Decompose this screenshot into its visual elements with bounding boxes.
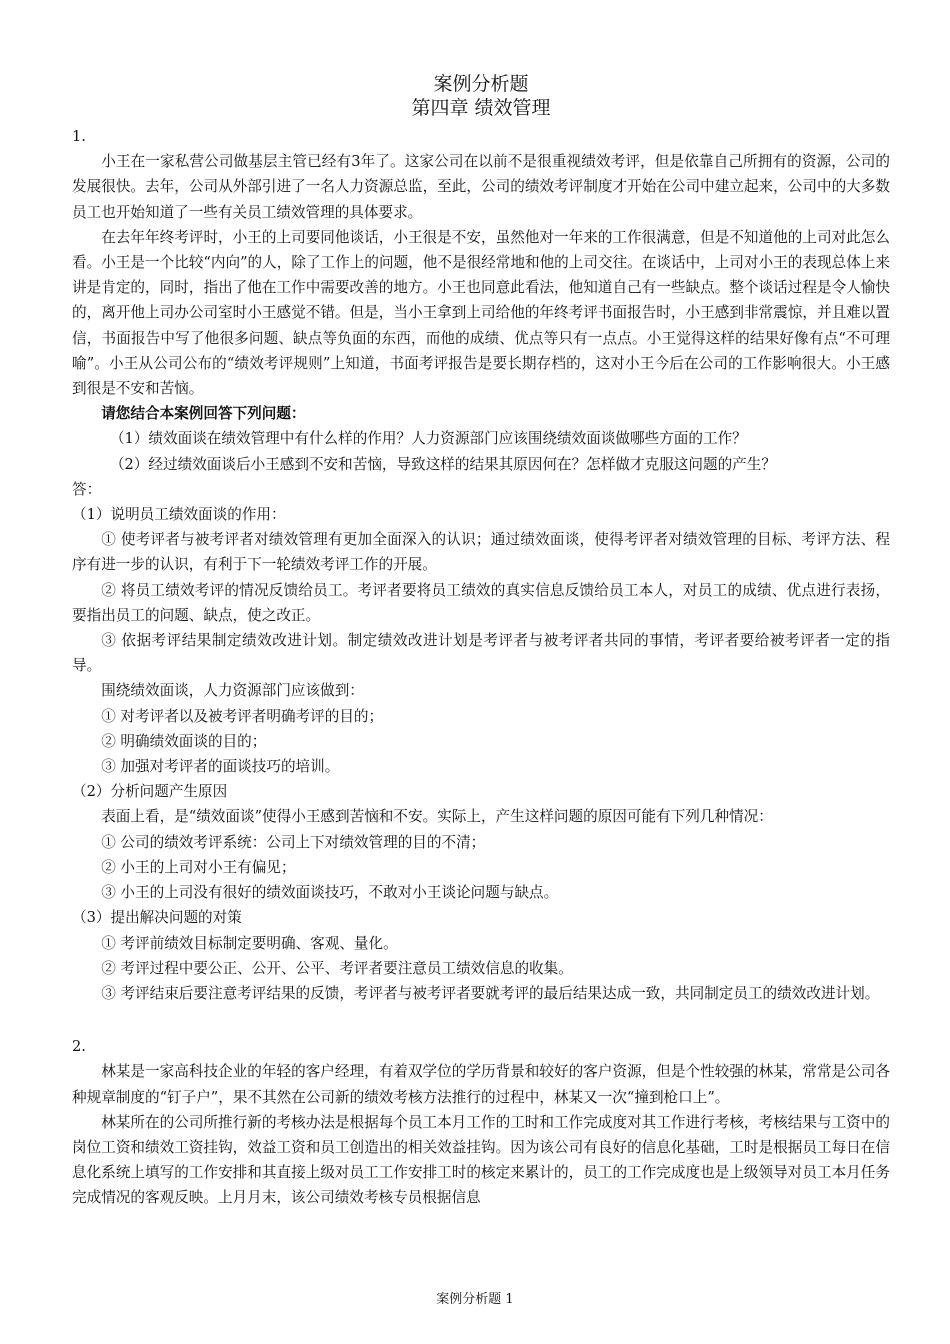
answer-label: 答： bbox=[72, 480, 102, 498]
section-spacer bbox=[72, 1006, 890, 1034]
case-paragraph: 林某是一家高科技企业的年轻的客户经理，有着双学位的学历背景和较好的客户资源，但是个性较强的林某，常常是公司各种规章制度的“钉子户”，果不其然在公司新的绩效考核方法推行的过程中，林某又一次“撞到枪口上”。 bbox=[72, 1063, 890, 1106]
answer-section-heading: （3）提出解决问题的对策 bbox=[72, 909, 242, 927]
document-title: 案例分析题 bbox=[433, 73, 529, 95]
answer-item: ② 明确绩效面谈的目的； bbox=[101, 732, 267, 750]
case-number: 2. bbox=[72, 1038, 86, 1056]
chapter-title: 第四章 绩效管理 bbox=[411, 97, 551, 119]
answer-item: ① 对考评者以及被考评者明确考评的目的； bbox=[101, 707, 384, 725]
question-item: （1）绩效面谈在绩效管理中有什么样的作用？人力资源部门应该围绕绩效面谈做哪些方面的工作？ bbox=[109, 430, 747, 448]
answer-item: ③ 依据考评结果制定绩效改进计划。制定绩效改进计划是考评者与被考评者共同的事情，考评者要给被考评者一定的指导。 bbox=[72, 632, 890, 675]
answer-item: ③ 小王的上司没有很好的绩效面谈技巧，不敢对小王谈论问题与缺点。 bbox=[101, 884, 559, 902]
answer-item: ① 使考评者与被考评者对绩效管理有更加全面深入的认识；通过绩效面谈，使得考评者对绩效管理的目标、考评方法、程序有进一步的认识，有利于下一轮绩效考评工作的开展。 bbox=[72, 531, 890, 574]
answer-section-heading: （1）说明员工绩效面谈的作用： bbox=[72, 506, 286, 524]
page-footer: 案例分析题 1 bbox=[436, 1292, 514, 1307]
answer-item: ② 考评过程中要公正、公开、公平、考评者要注意员工绩效信息的收集。 bbox=[101, 959, 573, 977]
answer-item: ② 将员工绩效考评的情况反馈给员工。考评者要将员工绩效的真实信息反馈给员工本人，对员工的成绩、优点进行表扬，要指出员工的问题、缺点，使之改正。 bbox=[72, 581, 890, 624]
answer-item: ① 考评前绩效目标制定要明确、客观、量化。 bbox=[101, 934, 398, 952]
question-item: （2）经过绩效面谈后小王感到不安和苦恼，导致这样的结果其原因何在？怎样做才克服这问题的产生？ bbox=[109, 455, 776, 473]
answer-item: ③ 考评结束后要注意考评结果的反馈，考评者与被考评者要就考评的最后结果达成一致，共同制定员工的绩效改进计划。 bbox=[101, 984, 880, 1002]
answer-item: ① 公司的绩效考评系统：公司上下对绩效管理的目的不清； bbox=[101, 833, 486, 851]
answer-intro: 表面上看，是“绩效面谈”使得小王感到苦恼和不安。实际上，产生这样问题的原因可能有下列几种情况： bbox=[101, 808, 773, 826]
answer-subheading: 围绕绩效面谈，人力资源部门应该做到： bbox=[101, 682, 364, 700]
answer-item: ③ 加强对考评者的面谈技巧的培训。 bbox=[101, 758, 340, 776]
document-page bbox=[72, 72, 890, 1211]
case-paragraph: 小王在一家私营公司做基层主管已经有3年了。这家公司在以前不是很重视绩效考评，但是依靠自己所拥有的资源，公司的发展很快。去年，公司从外部引进了一名人力资源总监，至此，公司的绩效考评制度才开始在公司中建立起来，公司中的大多数员工也开始知道了一些有关员工绩效管理的具体要求。 bbox=[72, 153, 890, 221]
case-paragraph: 林某所在的公司所推行新的考核办法是根据每个员工本月工作的工时和工作完成度对其工作进行考核，考核结果与工资中的岗位工资和绩效工资挂钩，效益工资和员工创造出的相关效益挂钩。因为该公司有良好的信息化基础，工时是根据员工每日在信息化系统上填写的工作安排和其直接上级对员工工作安排工时的核定来累计的，员工的工作完成度也是上级领导对员工本月任务完成情况的客观反映。上月月末，该公司绩效考核专员根据信息 bbox=[72, 1113, 890, 1207]
answer-item: ② 小王的上司对小王有偏见； bbox=[101, 858, 296, 876]
question-heading: 请您结合本案例回答下列问题： bbox=[101, 405, 306, 423]
case-number: 1. bbox=[72, 128, 86, 145]
answer-section-heading: （2）分析问题产生原因 bbox=[72, 783, 228, 801]
case-paragraph: 在去年年终考评时，小王的上司要同他谈话，小王很是不安，虽然他对一年来的工作很满意，但是不知道他的上司对此怎么看。小王是一个比较“内向”的人，除了工作上的问题，他不是很经常地和他的上司交往。在谈话中，上司对小王的表现总体上来讲是肯定的，同时，指出了他在工作中需要改善的地方。小王也同意此看法，他知道自己有一些缺点。整个谈话过程是令人愉快的，离开他上司办公司室时小王感觉不错。但是，当小王拿到上司给他的年终考评书面报告时，小王感到非常震惊，并且难以置信，书面报告中写了他很多问题、缺点等负面的东西，而他的成绩、优点等只有一点点。小王觉得这样的结果好像有点“不可理喻”。小王从公司公布的“绩效考评规则”上知道，书面考评报告是要长期存档的，这对小王今后在公司的工作影响很大。小王感到很是不安和苦恼。 bbox=[72, 228, 890, 398]
